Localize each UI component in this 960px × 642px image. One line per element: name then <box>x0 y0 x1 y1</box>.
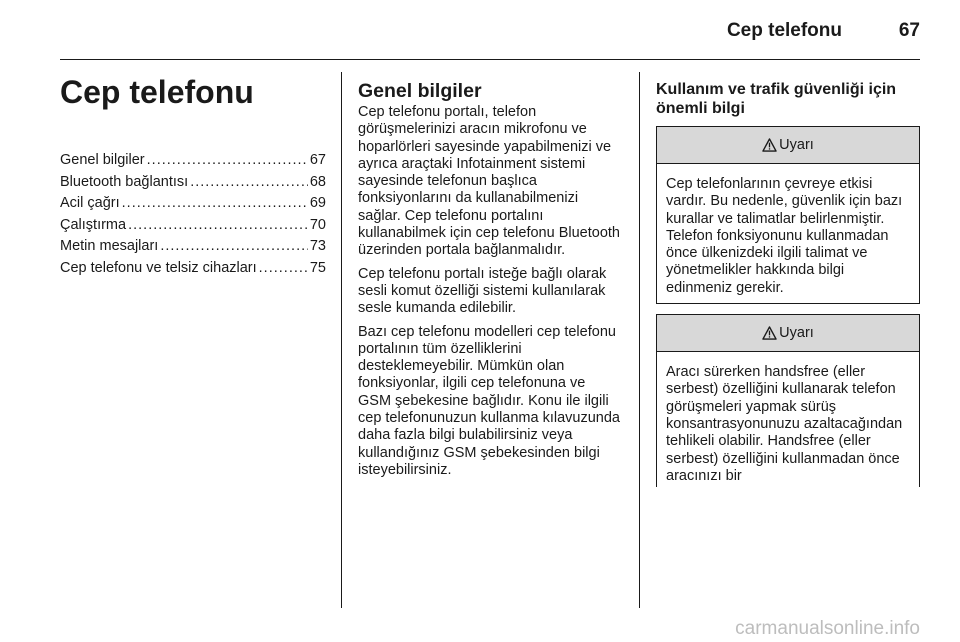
header-divider <box>60 59 920 60</box>
safety-column <box>656 80 920 497</box>
toc-dot-leader <box>122 193 308 215</box>
toc-entry-label: Metin mesajları <box>60 238 159 254</box>
header-title: Cep telefonu <box>726 20 842 41</box>
page-number: 67 <box>898 20 920 41</box>
toc-entry-page: 68 <box>309 173 326 190</box>
toc-entry-label: Bluetooth bağlantısı <box>60 173 189 190</box>
chapter-title: Cep telefonu <box>60 74 254 110</box>
warning-text: Aracı sürerken handsfree (eller serbest) özelliğini kullanarak telefon görüşmeleri yapmak sürüş konsantrasyonunuzu azaltacağından tehlikeli olabilir. Handsfree (eller serbest) özelliğini kullanmadan önce aracınızı bir <box>666 364 903 484</box>
toc-entry-label: Genel bilgiler <box>60 152 145 168</box>
toc-entry-cep-telefonu-telsiz[interactable] <box>60 258 326 280</box>
column-divider-1 <box>341 72 342 608</box>
toc-entry-label: Acil çağrı <box>60 195 120 211</box>
toc-entry-bluetooth[interactable] <box>60 172 326 194</box>
warning-label: Uyarı <box>779 325 814 342</box>
toc-dot-leader <box>190 172 308 194</box>
toc-entry-page: 67 <box>309 152 326 168</box>
toc-entry-genel-bilgiler[interactable] <box>60 150 326 172</box>
table-of-contents <box>60 150 326 279</box>
toc-dot-leader <box>259 258 308 280</box>
warning-icon <box>762 326 777 340</box>
toc-entry-page: 69 <box>309 195 326 211</box>
warning-header <box>657 315 919 352</box>
general-info-column <box>358 80 622 485</box>
warning-icon <box>762 138 777 152</box>
warning-box <box>656 314 920 487</box>
toc-dot-leader <box>160 236 308 258</box>
chapter-column <box>60 72 326 279</box>
toc-dot-leader <box>128 215 308 237</box>
section-title-general: Genel bilgiler <box>358 80 482 102</box>
paragraph: Cep telefonu portalı isteğe bağlı olarak sesli komut özelliği sistemi kullanılarak sesle kumanda edilebilir. <box>358 265 607 317</box>
warning-header <box>657 127 919 164</box>
toc-entry-page: 73 <box>309 238 326 254</box>
paragraph: Bazı cep telefonu modelleri cep telefonu portalının tüm özelliklerini desteklemeyebilir. Mümkün olan fonksiyonlar, ilgili cep telefonuna ve GSM şebekesine bağlıdır. Konu ile ilgili cep telefonunuzun kullanma kılavuzunda daha fazla bilgi bulabilirsiniz veya kullandığınız GSM şebekesinden bilgi isteyebilirsiniz. <box>358 323 620 478</box>
column-divider-2 <box>639 72 640 608</box>
warning-label: Uyarı <box>779 137 814 153</box>
warning-text: Cep telefonlarının çevreye etkisi vardır. Bu nedenle, güvenlik için bazı kurallar ve talimatlar belirlenmiştir. Telefon fonksiyonunu kullanmadan önce ülkenizdeki ilgili talimat ve yönetmelikler hakkında bilgi edinmeniz gerekir. <box>666 176 903 296</box>
toc-entry-page: 70 <box>309 216 326 233</box>
toc-entry-label: Cep telefonu ve telsiz cihazları <box>60 259 257 276</box>
section-title-safety: Kullanım ve trafik güvenliği için önemli bilgi <box>656 81 897 117</box>
watermark: carmanualsonline.info <box>735 618 920 639</box>
toc-entry-label: Çalıştırma <box>60 216 127 233</box>
warning-box <box>656 126 920 304</box>
toc-entry-page: 75 <box>309 259 326 276</box>
toc-dot-leader <box>147 150 308 172</box>
toc-entry-calistirma[interactable] <box>60 215 326 237</box>
paragraph: Cep telefonu portalı, telefon görüşmelerinizi aracın mikrofonu ve hoparlörleri sayesinde yapabilmenizi ve ayrıca araçtaki Infotainment sistemi sayesinde telefonun başlıca fonksiyonlarını da kullanabilmenizi sağlar. Cep telefonu portalını kullanabilmek için cep telefonu Bluetooth üzerinden portala bağlanmalıdır. <box>358 104 620 259</box>
toc-entry-acil-cagri[interactable] <box>60 193 326 215</box>
toc-entry-metin-mesajlari[interactable] <box>60 236 326 258</box>
page-header <box>0 0 960 64</box>
